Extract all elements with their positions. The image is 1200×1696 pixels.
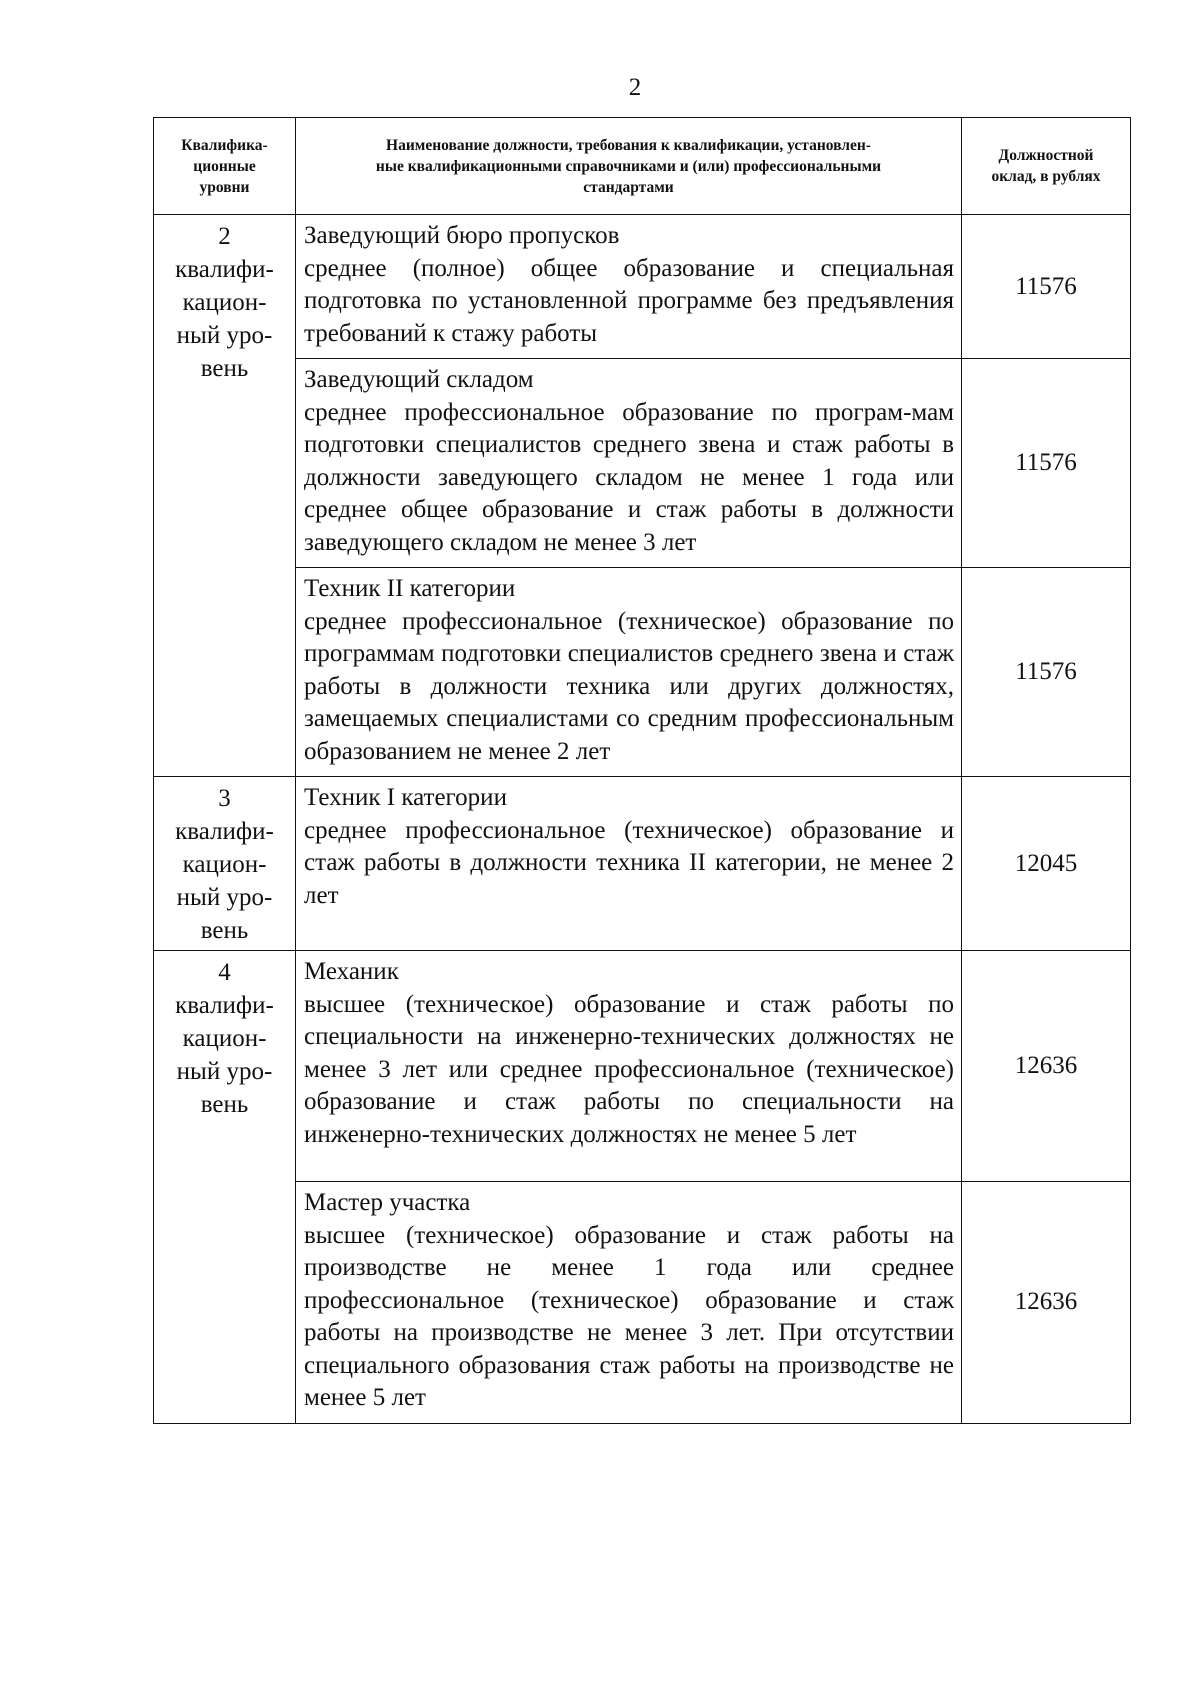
position-title: Заведующий складом	[304, 366, 534, 393]
position-requirements: высшее (техническое) образование и стаж работы по специальности на инженерно-технических должностях не менее 3 лет или среднее профессиональное (техническое) образование и стаж работы по специальности на инженерно-технических должностях не менее 5 лет	[304, 990, 954, 1148]
header-salary: Должностной оклад, в рублях	[962, 118, 1131, 215]
position-requirements: высшее (техническое) образование и стаж работы на производстве не менее 1 года или среднее профессиональное (техническое) образование и стаж работы на производстве не менее 3 лет. При отсутствии специального образования стаж работы на производстве не менее 5 лет	[304, 1221, 954, 1411]
position-requirements: среднее (полное) общее образование и специальная подготовка по установленной программе без предъявления требований к стажу работы	[304, 254, 954, 347]
table-row	[154, 359, 1131, 568]
qualification-level-cell: 3 квалифи- кацион- ный уро- вень	[154, 777, 296, 951]
salary-cell: 11576	[962, 568, 1131, 777]
position-title: Техник I категории	[304, 784, 507, 811]
header-qualification-level: Квалифика- ционные уровни	[154, 118, 296, 215]
salary-table	[153, 117, 1131, 1424]
position-requirements: среднее профессиональное (техническое) образование и стаж работы в должности техника II категории, не менее 2 лет	[304, 816, 954, 909]
salary-cell: 11576	[962, 359, 1131, 568]
table-row	[154, 568, 1131, 777]
table-row	[154, 951, 1131, 1182]
position-requirements: среднее профессиональное образование по програм-мам подготовки специалистов среднего звена и стаж работы в должности заведующего складом не менее 1 года или среднее общее образование и стаж работы в должности заведующего складом не менее 3 лет	[304, 398, 954, 556]
header-position-description: Наименование должности, требования к квалификации, установлен- ные квалификационными справочниками и (или) профессиональными стандартами	[296, 118, 962, 215]
table-row	[154, 215, 1131, 359]
position-description-cell	[296, 359, 962, 568]
position-title: Заведующий бюро пропусков	[304, 222, 620, 249]
position-title: Мастер участка	[304, 1189, 471, 1216]
qualification-level-cell: 2 квалифи- кацион- ный уро- вень	[154, 215, 296, 777]
position-description-cell	[296, 1182, 962, 1424]
qualification-level-cell: 4 квалифи- кацион- ный уро- вень	[154, 951, 296, 1424]
position-description-cell	[296, 951, 962, 1182]
table-header-row	[154, 118, 1131, 215]
salary-cell: 12636	[962, 951, 1131, 1182]
page-number: 2	[628, 74, 642, 101]
position-requirements: среднее профессиональное (техническое) образование по программам подготовки специалистов среднего звена и стаж работы в должности техника или других должностях, замещаемых специалистами со средним профессиональным образованием не менее 2 лет	[304, 607, 954, 765]
table-row	[154, 1182, 1131, 1424]
position-description-cell	[296, 568, 962, 777]
salary-cell: 12045	[962, 777, 1131, 951]
position-title: Механик	[304, 958, 399, 985]
position-title: Техник II категории	[304, 575, 516, 602]
table-row	[154, 777, 1131, 951]
position-description-cell	[296, 777, 962, 951]
salary-cell: 11576	[962, 215, 1131, 359]
salary-cell: 12636	[962, 1182, 1131, 1424]
position-description-cell	[296, 215, 962, 359]
